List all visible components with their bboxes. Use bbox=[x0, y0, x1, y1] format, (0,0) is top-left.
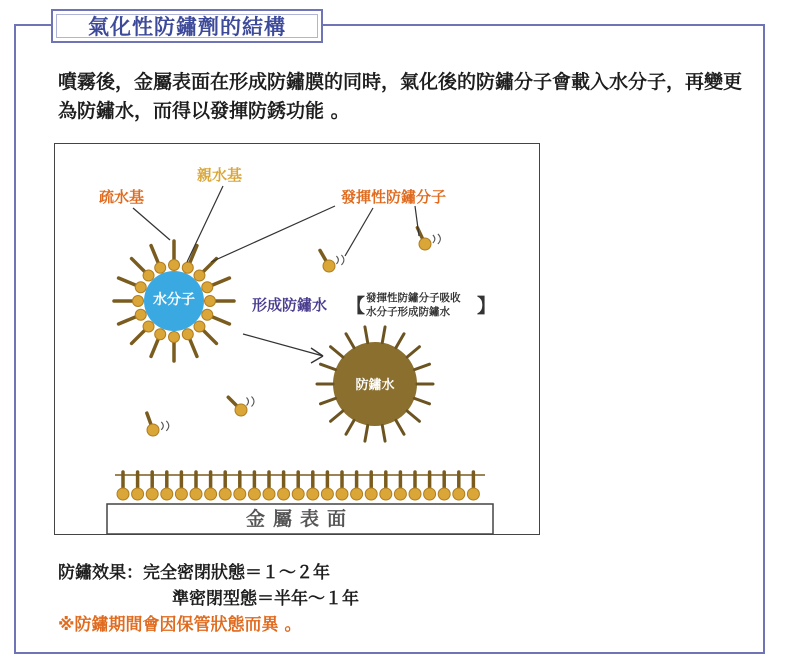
film-head bbox=[409, 488, 421, 500]
page-title-text: 氣化性防鏽劑的結構 bbox=[88, 15, 286, 39]
page-title bbox=[51, 9, 323, 43]
forming-water-label: 形成防鏽水 bbox=[252, 296, 328, 314]
film-head bbox=[438, 488, 450, 500]
film-head bbox=[292, 488, 304, 500]
rust-water-tail bbox=[382, 425, 385, 441]
rust-film bbox=[115, 472, 485, 500]
film-head bbox=[394, 488, 406, 500]
forming-note-line1: 發揮性防鏽分子吸收 bbox=[366, 292, 461, 304]
film-head bbox=[161, 488, 173, 500]
surfactant-head bbox=[155, 262, 166, 273]
surfactant-head bbox=[143, 321, 154, 332]
rust-water-tail bbox=[346, 334, 354, 348]
surfactant-head bbox=[202, 309, 213, 320]
film-head bbox=[248, 488, 260, 500]
molecule-head bbox=[235, 404, 247, 416]
film-head bbox=[467, 488, 479, 500]
film-head bbox=[307, 488, 319, 500]
pointer-hydrophobic bbox=[133, 208, 170, 240]
rust-water-tail bbox=[414, 364, 429, 369]
rust-water-tail bbox=[331, 347, 343, 357]
rust-water-tail bbox=[407, 411, 419, 421]
rust-water-tail bbox=[346, 420, 354, 434]
film-head bbox=[190, 488, 202, 500]
bracket-left: 【 bbox=[346, 295, 366, 317]
rust-water-tail bbox=[320, 364, 335, 369]
effect-full-sealed: 完全密閉狀態＝１～２年 bbox=[143, 563, 330, 583]
rust-water-tail bbox=[396, 420, 404, 434]
motion-marks bbox=[433, 234, 441, 244]
rust-water-tail bbox=[331, 411, 343, 421]
molecule-head bbox=[147, 424, 159, 436]
pointer-volatile-3 bbox=[415, 206, 419, 236]
pointer-volatile-1 bbox=[211, 206, 335, 262]
film-head bbox=[365, 488, 377, 500]
rust-water-tail bbox=[407, 347, 419, 357]
metal-surface-label: 金屬表面 bbox=[245, 508, 355, 530]
hydrophobic-label: 疏水基 bbox=[99, 188, 145, 206]
surfactant-head bbox=[194, 270, 205, 281]
volatile-molecule bbox=[228, 397, 254, 416]
surfactant-head bbox=[202, 282, 213, 293]
rust-water-tail bbox=[365, 425, 368, 441]
rust-water-label: 防鏽水 bbox=[355, 378, 395, 393]
effect-label: 防鏽效果： bbox=[58, 563, 143, 583]
rust-water-tail bbox=[396, 334, 404, 348]
film-head bbox=[205, 488, 217, 500]
film-head bbox=[146, 488, 158, 500]
effect-row-2 bbox=[58, 586, 558, 612]
surfactant-head bbox=[155, 329, 166, 340]
effects-section bbox=[58, 560, 558, 638]
rust-water-tail bbox=[382, 327, 385, 343]
surfactant-head bbox=[182, 329, 193, 340]
film-head bbox=[453, 488, 465, 500]
arrow-head bbox=[311, 348, 323, 363]
effect-note: ※防鏽期間會因保管狀態而異 。 bbox=[58, 615, 302, 635]
film-head bbox=[117, 488, 129, 500]
surfactant-head bbox=[182, 262, 193, 273]
volatile-molecule bbox=[320, 250, 344, 272]
surfactant-head bbox=[135, 282, 146, 293]
molecule-head bbox=[419, 238, 431, 250]
volatile-molecule-label: 發揮性防鏽分子 bbox=[341, 188, 447, 206]
diagram-panel bbox=[54, 143, 540, 535]
motion-marks bbox=[161, 421, 169, 431]
surfactant-head bbox=[205, 296, 216, 307]
pointer-hydrophilic bbox=[187, 186, 223, 262]
motion-marks bbox=[246, 397, 254, 407]
bracket-right: 】 bbox=[477, 295, 497, 317]
surfactant-head bbox=[135, 309, 146, 320]
rust-water-tail bbox=[414, 398, 429, 403]
intro-paragraph: 噴霧後，金屬表面在形成防鏽膜的同時，氣化後的防鏽分子會載入水分子，再變更為防鏽水，而得以發揮防銹功能 。 bbox=[58, 71, 743, 122]
volatile-molecule bbox=[417, 228, 440, 250]
rust-water-tail bbox=[320, 398, 335, 403]
surfactant-head bbox=[169, 260, 180, 271]
surfactant-head bbox=[194, 321, 205, 332]
effect-semi-sealed: 準密閉型態＝半年～１年 bbox=[172, 589, 359, 609]
film-head bbox=[321, 488, 333, 500]
molecule-head bbox=[323, 260, 335, 272]
pointer-volatile-2 bbox=[345, 208, 373, 256]
film-head bbox=[175, 488, 187, 500]
surfactant-head bbox=[133, 296, 144, 307]
forming-note-line2: 水分子形成防鏽水 bbox=[366, 306, 450, 318]
film-head bbox=[219, 488, 231, 500]
film-head bbox=[132, 488, 144, 500]
effect-row-1 bbox=[58, 560, 558, 586]
hydrophilic-label: 親水基 bbox=[197, 166, 243, 184]
film-head bbox=[234, 488, 246, 500]
surfactant-head bbox=[169, 332, 180, 343]
water-molecule-label: 水分子 bbox=[153, 292, 195, 308]
arrow-shaft bbox=[243, 334, 323, 356]
film-head bbox=[351, 488, 363, 500]
film-head bbox=[424, 488, 436, 500]
film-head bbox=[336, 488, 348, 500]
structure-diagram bbox=[55, 144, 541, 536]
film-head bbox=[263, 488, 275, 500]
motion-marks bbox=[336, 255, 344, 265]
volatile-molecule bbox=[147, 413, 169, 436]
film-head bbox=[278, 488, 290, 500]
surfactant-head bbox=[143, 270, 154, 281]
film-head bbox=[380, 488, 392, 500]
rust-water-tail bbox=[365, 327, 368, 343]
